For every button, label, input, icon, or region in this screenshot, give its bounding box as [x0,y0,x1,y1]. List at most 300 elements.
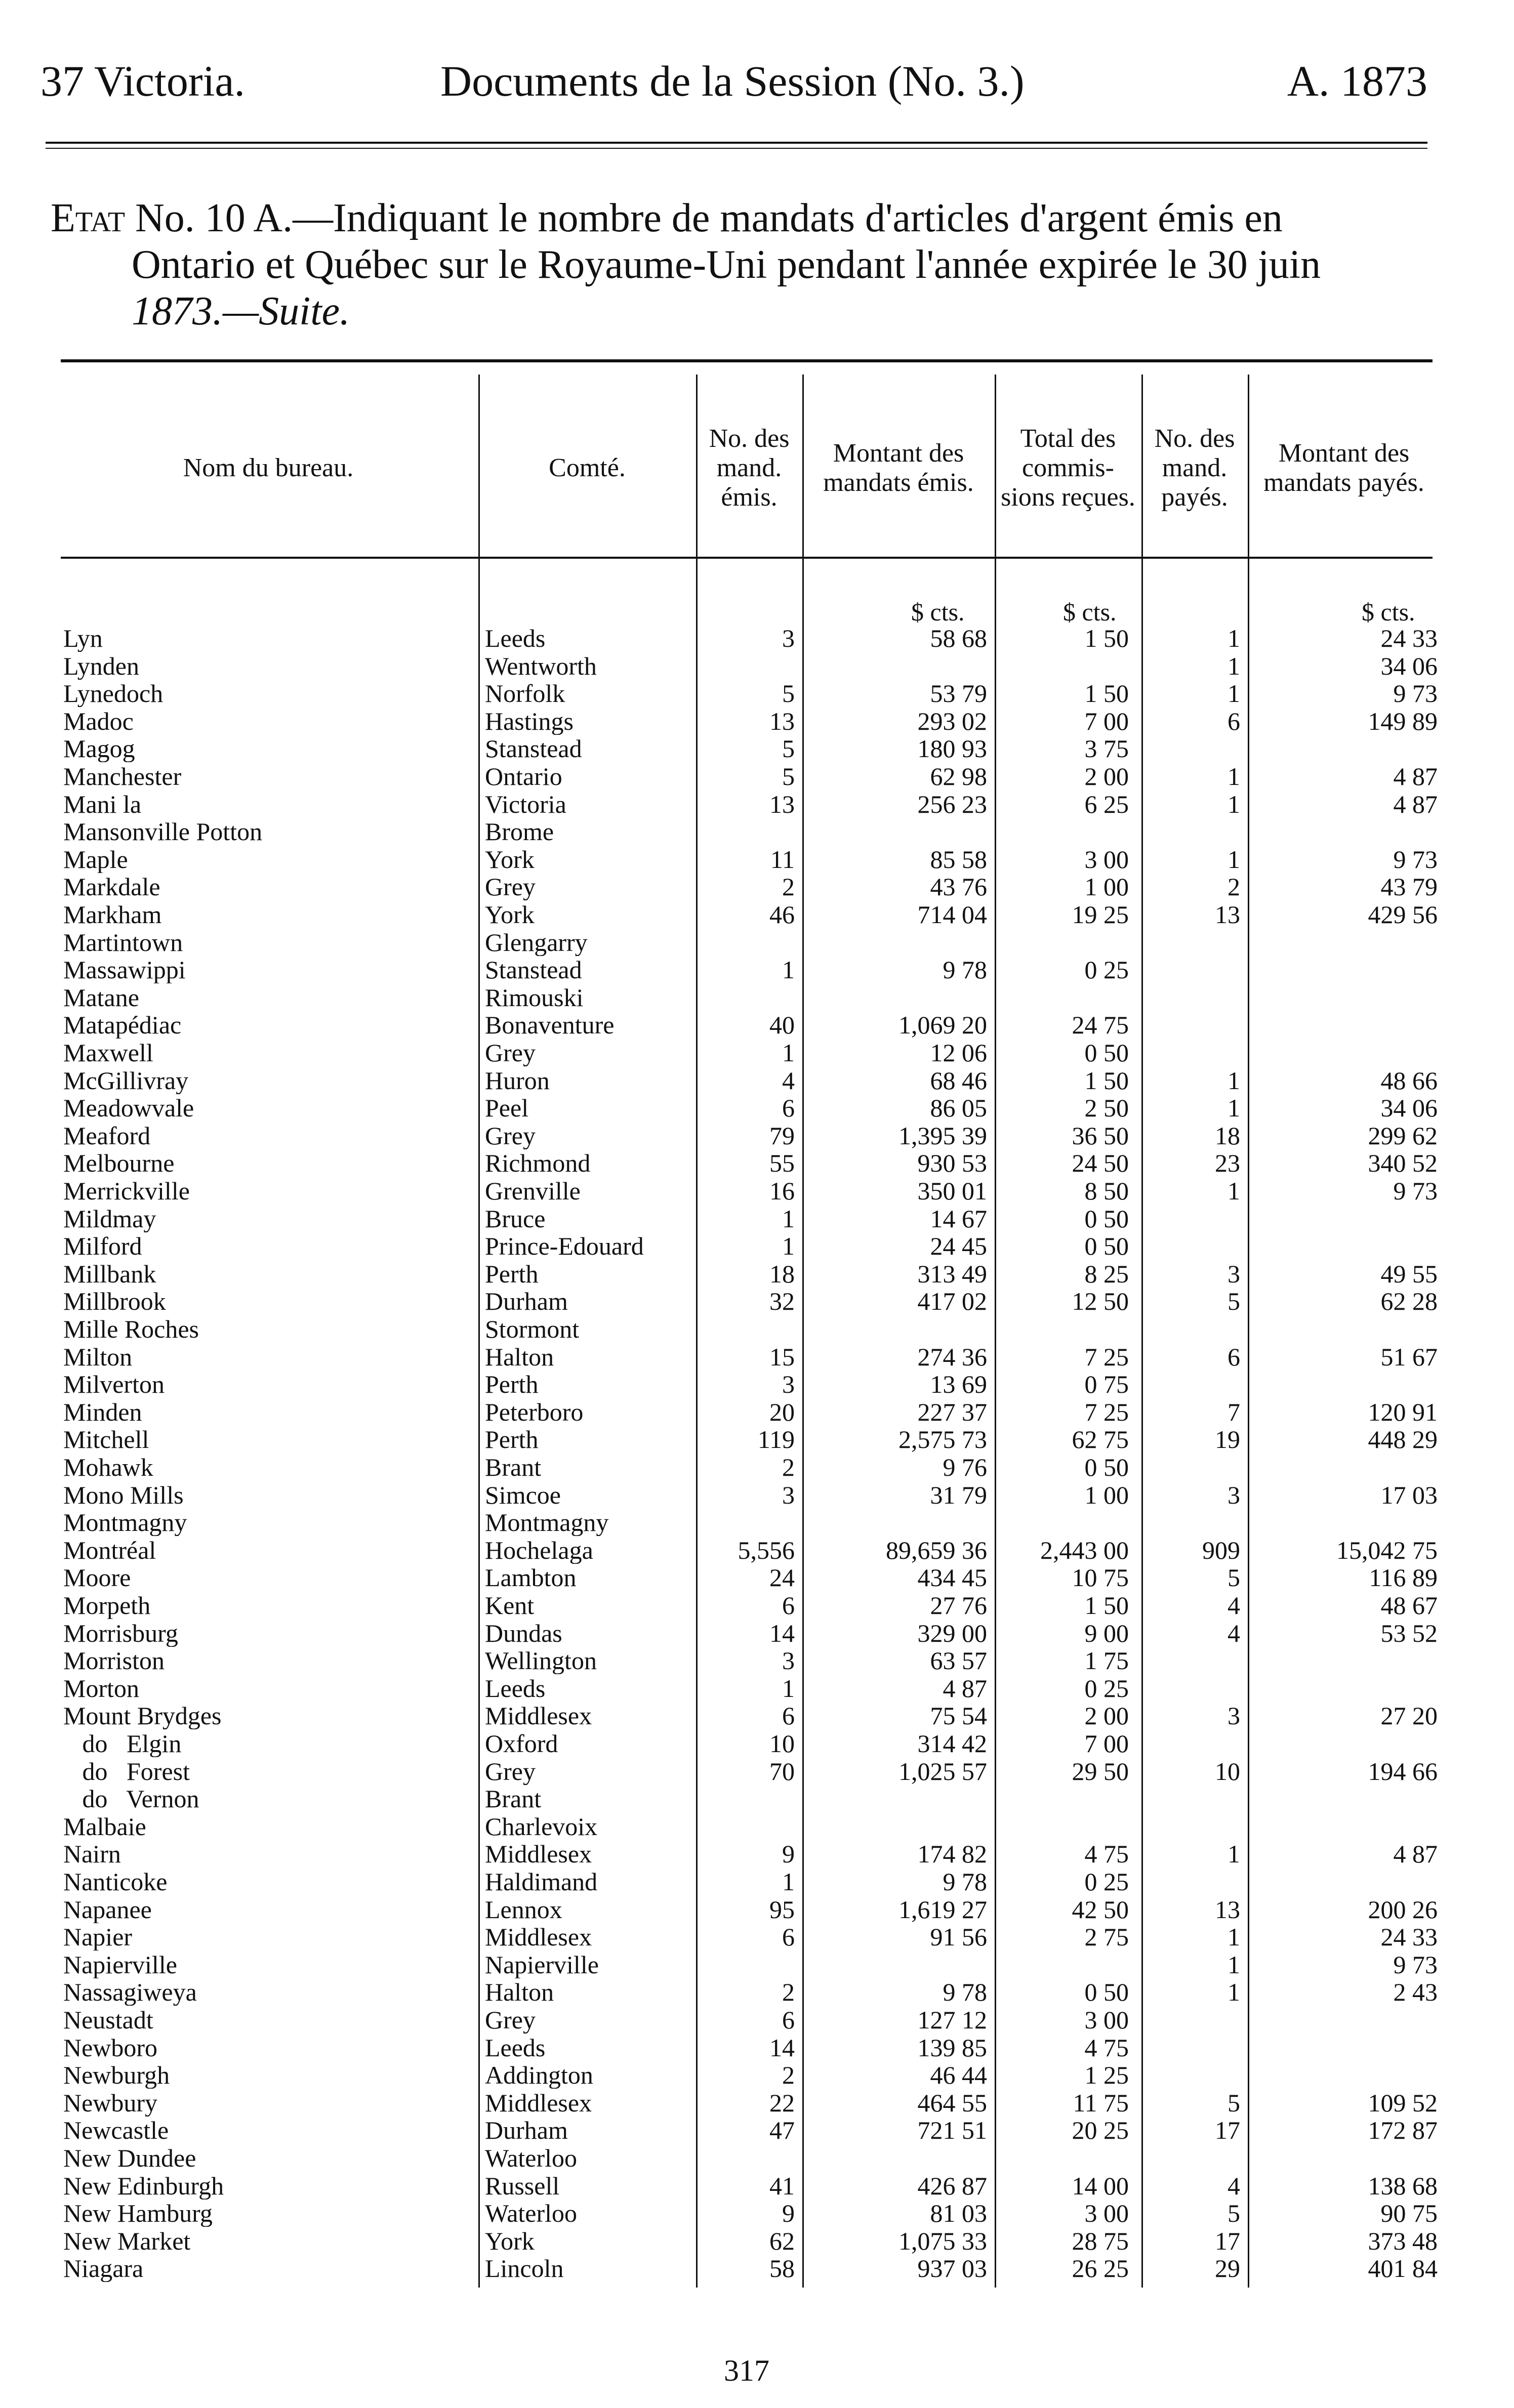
cell-county: Leeds [485,625,546,652]
cell-county: Halton [485,1343,554,1371]
cell-n1: 1 [782,1867,795,1896]
cell-m1: 12 06 [930,1039,987,1067]
header-left: 37 Victoria. [40,57,245,105]
cell-county: Lincoln [485,2255,564,2282]
cell-m2: 149 89 [1368,707,1438,735]
cell-name: Mohawk [63,1454,153,1481]
cell-m1: 86 05 [930,1094,987,1123]
col-header-commissions: Total des commis-sions reçues. [1001,424,1135,512]
cell-name: Montréal [63,1537,156,1564]
cell-county: Grey [485,1040,536,1066]
table-row [0,929,1514,956]
cell-n1: 14 [769,2033,795,2062]
table-row [0,1869,1514,1895]
cell-n2: 1 [1227,845,1240,874]
table-title [51,195,1433,335]
cell-c: 8 25 [1084,1259,1129,1288]
cell-n2: 5 [1227,2199,1240,2228]
unit-commissions: $ cts. [1063,598,1117,626]
cell-n1: 6 [782,2006,795,2034]
cell-c: 0 75 [1084,1370,1129,1399]
cell-n2: 1 [1227,624,1240,652]
cell-m1: 426 87 [917,2171,987,2200]
title-line-2: Ontario et Québec sur le Royaume-Uni pendant l'année expirée le 30 juin [132,242,1321,287]
cell-c: 1 50 [1084,1066,1129,1095]
cell-m1: 434 45 [917,1563,987,1592]
cell-m1: 329 00 [917,1618,987,1647]
cell-n2: 1 [1227,1177,1240,1205]
cell-name: Morton [63,1675,139,1702]
table-row [0,984,1514,1011]
cell-m2: 53 52 [1380,1618,1438,1647]
cell-c: 4 75 [1084,2033,1129,2062]
cell-c: 24 75 [1072,1011,1129,1040]
cell-n1: 5 [782,679,795,708]
cell-m2: 120 91 [1368,1397,1438,1426]
cell-c: 36 50 [1072,1121,1129,1150]
table-row [0,1564,1514,1591]
cell-m2: 200 26 [1368,1895,1438,1924]
cell-county: York [485,2227,535,2255]
cell-c: 1 50 [1084,624,1129,652]
cell-n1: 16 [769,1177,795,1205]
table-row [0,1786,1514,1812]
cell-c: 9 00 [1084,1618,1129,1647]
cell-county: Leeds [485,1675,546,1702]
cell-n2: 3 [1227,1259,1240,1288]
table-row [0,1012,1514,1039]
cell-name: New Hamburg [63,2200,213,2227]
cell-m2: 48 67 [1380,1591,1438,1620]
table-row [0,2228,1514,2255]
cell-c: 2,443 00 [1040,1535,1129,1564]
cell-n1: 6 [782,1701,795,1730]
cell-county: Middlesex [485,1841,592,1868]
cell-m2: 4 87 [1393,1840,1438,1869]
table-row [0,1482,1514,1509]
cell-c: 42 50 [1072,1895,1129,1924]
table-row [0,1979,1514,2006]
cell-county: Grey [485,2007,536,2033]
table-row [0,1952,1514,1978]
table-row [0,1758,1514,1785]
cell-m2: 373 48 [1368,2226,1438,2255]
cell-name: do Forest [63,1758,190,1785]
cell-n1: 79 [769,1121,795,1150]
cell-m1: 9 76 [943,1453,987,1481]
table-row [0,874,1514,900]
cell-n1: 1 [782,1232,795,1261]
cell-n1: 1 [782,956,795,984]
cell-m1: 4 87 [943,1674,987,1703]
cell-c: 0 25 [1084,956,1129,984]
cell-n1: 1 [782,1674,795,1703]
cell-county: Grey [485,1122,536,1149]
cell-n1: 62 [769,2226,795,2255]
cell-c: 1 00 [1084,873,1129,901]
cell-c: 3 00 [1084,845,1129,874]
table-row [0,1675,1514,1702]
cell-name: Mansonville Potton [63,818,263,846]
cell-m1: 31 79 [930,1480,987,1509]
cell-m1: 91 56 [930,1923,987,1952]
cell-c: 2 00 [1084,762,1129,791]
cell-m2: 109 52 [1368,2088,1438,2117]
cell-n1: 95 [769,1895,795,1924]
cell-name: Madoc [63,708,134,735]
cell-name: Mille Roches [63,1316,199,1343]
cell-n1: 32 [769,1287,795,1316]
cell-n2: 5 [1227,1287,1240,1316]
table-row [0,1426,1514,1453]
cell-m2: 2 43 [1393,1978,1438,2007]
table-row [0,2145,1514,2172]
cell-c: 0 50 [1084,1453,1129,1481]
cell-n1: 22 [769,2088,795,2117]
cell-county: Middlesex [485,1924,592,1951]
cell-name: Lynedoch [63,680,163,708]
cell-m2: 116 89 [1369,1563,1438,1592]
cell-county: Glengarry [485,929,588,956]
cell-county: Addington [485,2062,593,2089]
cell-county: Grey [485,1758,536,1785]
header-rule-bottom [46,148,1427,149]
table-row [0,1841,1514,1867]
table-row [0,1150,1514,1177]
cell-c: 28 75 [1072,2226,1129,2255]
cell-name: Morriston [63,1647,165,1675]
table-row [0,1647,1514,1674]
cell-county: Grenville [485,1178,581,1205]
cell-county: Oxford [485,1730,558,1757]
cell-n1: 2 [782,873,795,901]
cell-name: Mono Mills [63,1481,184,1509]
cell-n2: 17 [1215,2116,1240,2145]
cell-m1: 75 54 [930,1701,987,1730]
title-prefix: Etat [51,196,126,240]
cell-name: Massawippi [63,957,186,984]
cell-c: 10 75 [1072,1563,1129,1592]
cell-n2: 5 [1227,2088,1240,2117]
cell-name: Mount Brydges [63,1703,222,1730]
table-row [0,2173,1514,2199]
cell-m1: 937 03 [917,2254,987,2283]
cell-n2: 17 [1215,2226,1240,2255]
cell-n2: 3 [1227,1480,1240,1509]
cell-name: Mildmay [63,1205,156,1232]
cell-m2: 429 56 [1368,900,1438,929]
cell-county: Lennox [485,1896,562,1923]
cell-m1: 256 23 [917,790,987,818]
cell-name: Nanticoke [63,1869,168,1895]
cell-name: McGillivray [63,1067,189,1094]
table-row [0,901,1514,928]
cell-name: Markdale [63,874,160,901]
cell-n2: 1 [1227,651,1240,680]
unit-amount-issued: $ cts. [911,598,965,626]
cell-m2: 9 73 [1393,1177,1438,1205]
cell-county: Grey [485,874,536,901]
cell-county: Bruce [485,1205,546,1232]
cell-c: 1 25 [1084,2061,1129,2090]
cell-county: Middlesex [485,1703,592,1730]
cell-m2: 43 79 [1380,873,1438,901]
cell-m1: 227 37 [917,1397,987,1426]
cell-name: Nairn [63,1841,121,1868]
table-row [0,1703,1514,1729]
table-row [0,1095,1514,1122]
table-row [0,1233,1514,1260]
cell-n1: 6 [782,1094,795,1123]
cell-n1: 3 [782,1370,795,1399]
cell-county: Prince-Edouard [485,1233,644,1260]
cell-m1: 930 53 [917,1149,987,1178]
cell-name: Millbrook [63,1288,166,1315]
cell-county: Perth [485,1260,539,1288]
cell-m1: 68 46 [930,1066,987,1095]
unit-amount-paid: $ cts. [1362,598,1415,626]
table-row [0,1454,1514,1481]
cell-m1: 174 82 [917,1840,987,1869]
cell-name: Mani la [63,791,142,818]
cell-county: Wentworth [485,652,597,680]
cell-n1: 4 [782,1066,795,1095]
cell-m1: 1,069 20 [898,1011,987,1040]
cell-n2: 18 [1215,1121,1240,1150]
cell-c: 11 75 [1073,2088,1129,2117]
cell-n1: 1 [782,1204,795,1233]
cell-c: 0 25 [1084,1867,1129,1896]
cell-n1: 10 [769,1729,795,1758]
cell-n2: 1 [1227,790,1240,818]
cell-c: 1 75 [1084,1646,1129,1675]
table-row [0,1040,1514,1066]
cell-name: Markham [63,901,162,928]
cell-n1: 5,556 [738,1535,795,1564]
cell-n2: 7 [1227,1397,1240,1426]
cell-county: Stanstead [485,735,582,763]
cell-name: Meadowvale [63,1095,194,1122]
cell-c: 7 00 [1084,707,1129,735]
cell-name: Newboro [63,2034,158,2061]
col-header-name: Nom du bureau. [183,453,354,482]
cell-n2: 1 [1227,1978,1240,2007]
cell-name: Nassagiweya [63,1979,197,2006]
cell-m2: 24 33 [1380,1923,1438,1952]
cell-m2: 9 73 [1393,845,1438,874]
cell-n1: 13 [769,707,795,735]
cell-m1: 9 78 [943,956,987,984]
cell-c: 7 25 [1084,1397,1129,1426]
cell-m1: 1,395 39 [898,1121,987,1150]
cell-county: Wellington [485,1647,597,1675]
table-row [0,1344,1514,1371]
cell-m1: 350 01 [917,1177,987,1205]
cell-n2: 23 [1215,1149,1240,1178]
title-line-1: No. 10 A.—Indiquant le nombre de mandats d'articles d'argent émis en [135,196,1283,240]
cell-county: Kent [485,1592,535,1619]
cell-name: Meaford [63,1122,151,1149]
table-row [0,653,1514,680]
cell-n2: 1 [1227,679,1240,708]
cell-n2: 2 [1227,873,1240,901]
cell-county: Montmagny [485,1509,609,1537]
table-row [0,2117,1514,2144]
table-row [0,1592,1514,1619]
cell-m1: 43 76 [930,873,987,901]
cell-m2: 17 03 [1380,1480,1438,1509]
cell-name: New Market [63,2227,191,2255]
cell-c: 29 50 [1072,1757,1129,1786]
cell-n2: 1 [1227,1094,1240,1123]
cell-county: Stanstead [485,957,582,984]
table-top-rule [61,359,1433,362]
cell-county: Dundas [485,1620,562,1647]
cell-n1: 6 [782,1923,795,1952]
cell-m2: 24 33 [1380,624,1438,652]
cell-county: Brant [485,1454,542,1481]
cell-c: 1 50 [1084,1591,1129,1620]
cell-m1: 81 03 [930,2199,987,2228]
cell-n1: 70 [769,1757,795,1786]
cell-m1: 24 45 [930,1232,987,1261]
cell-n2: 29 [1215,2254,1240,2283]
cell-c: 2 00 [1084,1701,1129,1730]
cell-m2: 401 84 [1368,2254,1438,2283]
table-row [0,1288,1514,1315]
cell-m2: 62 28 [1380,1287,1438,1316]
table-row [0,1261,1514,1288]
table-row [0,1206,1514,1232]
cell-m1: 1,025 57 [898,1757,987,1786]
cell-m1: 27 76 [930,1591,987,1620]
cell-county: Perth [485,1371,539,1398]
table-row [0,1316,1514,1343]
cell-county: Napierville [485,1951,599,1978]
cell-c: 8 50 [1084,1177,1129,1205]
cell-m2: 48 66 [1380,1066,1438,1095]
cell-name: Napierville [63,1951,177,1978]
cell-c: 0 50 [1084,1978,1129,2007]
cell-c: 20 25 [1072,2116,1129,2145]
table-row [0,1123,1514,1149]
cell-county: Hastings [485,708,574,735]
cell-n2: 3 [1227,1701,1240,1730]
cell-n1: 24 [769,1563,795,1592]
cell-name: do Elgin [63,1730,182,1757]
cell-n2: 10 [1215,1757,1240,1786]
cell-name: Napanee [63,1896,152,1923]
cell-name: Mitchell [63,1426,149,1454]
cell-county: Leeds [485,2034,546,2061]
cell-n1: 20 [769,1397,795,1426]
table-row [0,2007,1514,2033]
cell-m1: 313 49 [917,1259,987,1288]
cell-c: 0 25 [1084,1674,1129,1703]
cell-n2: 1 [1227,1840,1240,1869]
cell-m1: 1,619 27 [898,1895,987,1924]
cell-c: 24 50 [1072,1149,1129,1178]
cell-c: 0 50 [1084,1039,1129,1067]
cell-m1: 62 98 [930,762,987,791]
cell-county: Brome [485,818,554,846]
cell-n2: 1 [1227,1066,1240,1095]
table-row [0,1813,1514,1840]
cell-m1: 274 36 [917,1342,987,1371]
cell-c: 6 25 [1084,790,1129,818]
table-row [0,1509,1514,1536]
cell-n2: 6 [1227,707,1240,735]
cell-n1: 3 [782,624,795,652]
table-row [0,1924,1514,1950]
cell-m2: 340 52 [1368,1149,1438,1178]
cell-county: York [485,846,535,873]
cell-c: 1 00 [1084,1480,1129,1509]
cell-county: Bonaventure [485,1012,615,1039]
cell-n2: 4 [1227,2171,1240,2200]
cell-county: Waterloo [485,2145,578,2172]
cell-n2: 1 [1227,1950,1240,1979]
table-row [0,735,1514,762]
cell-c: 2 50 [1084,1094,1129,1123]
table-row [0,1730,1514,1757]
table-row [0,1896,1514,1923]
cell-county: Russell [485,2172,560,2199]
table-row [0,1371,1514,1398]
cell-county: Simcoe [485,1481,561,1509]
cell-name: Malbaie [63,1813,146,1840]
col-header-no-paid: No. des mand. payés. [1154,424,1235,512]
cell-n1: 2 [782,1453,795,1481]
cell-m2: 138 68 [1368,2171,1438,2200]
cell-county: Ontario [485,763,562,790]
cell-m2: 9 73 [1393,1950,1438,1979]
cell-m1: 464 55 [917,2088,987,2117]
cell-n1: 5 [782,734,795,763]
cell-n1: 11 [770,845,795,874]
col-header-no-issued: No. des mand. émis. [709,424,790,512]
cell-county: Peterboro [485,1398,584,1426]
cell-county: Waterloo [485,2200,578,2227]
cell-name: Melbourne [63,1150,175,1177]
cell-n1: 18 [769,1259,795,1288]
cell-m1: 85 58 [930,845,987,874]
cell-n1: 1 [782,1039,795,1067]
cell-m1: 53 79 [930,679,987,708]
cell-county: Hochelaga [485,1537,593,1564]
cell-c: 2 75 [1084,1923,1129,1952]
cell-c: 0 50 [1084,1204,1129,1233]
cell-n1: 14 [769,1618,795,1647]
cell-m1: 139 85 [917,2033,987,2062]
cell-n1: 13 [769,790,795,818]
table-row [0,957,1514,983]
title-line-3: 1873.—Suite. [132,289,350,334]
cell-n2: 13 [1215,900,1240,929]
cell-name: Millbank [63,1260,156,1288]
cell-m1: 14 67 [930,1204,987,1233]
table-row [0,2062,1514,2089]
page-number: 317 [724,2354,769,2387]
cell-c: 3 75 [1084,734,1129,763]
table-row [0,1537,1514,1564]
cell-name: Magog [63,735,135,763]
cell-county: Perth [485,1426,539,1454]
cell-c: 3 00 [1084,2006,1129,2034]
cell-m1: 58 68 [930,624,987,652]
cell-n2: 13 [1215,1895,1240,1924]
cell-n1: 3 [782,1646,795,1675]
